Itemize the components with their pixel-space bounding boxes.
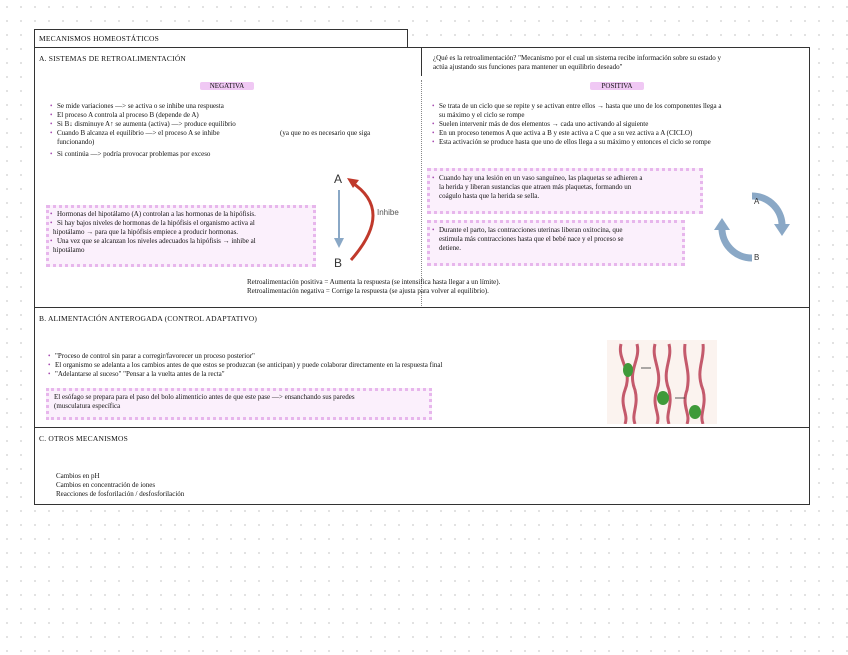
section-b-example-cont: (musculatura específica <box>54 402 121 410</box>
neg-diagram-b: B <box>334 256 343 270</box>
positive-bullet-1-cont: su máximo y el ciclo se rompe <box>439 111 525 119</box>
section-a-heading: A. SISTEMAS DE RETROALIMENTACIÓN <box>39 54 187 63</box>
pos-diagram-b: B <box>754 253 760 262</box>
negative-example-2: • Si hay bajos niveles de hormonas de la hipófisis el organismo activa al <box>50 219 256 228</box>
positive-example-2: • Durante el parto, las contracciones uterinas liberan oxitocina, que <box>432 226 622 235</box>
negative-bullet-4-cont2: funcionando) <box>57 138 95 146</box>
section-b-header <box>34 307 810 339</box>
section-a-divider <box>421 48 422 76</box>
page-title: MECANISMOS HOMEOSTÁTICOS <box>39 34 160 43</box>
section-c-item-1: Cambios en pH <box>56 472 100 480</box>
neg-diagram-a: A <box>334 172 343 186</box>
positive-example-2-cont2: detiene. <box>439 244 461 252</box>
negative-example-2-cont: hipotálamo → para que la hipófisis empiece a producir hormonas. <box>53 228 239 236</box>
positive-example-1-cont: la herida y liberan sustancias que atraen más plaquetas, formando un <box>439 183 632 191</box>
positive-label: POSITIVA <box>590 82 644 90</box>
negative-bullet-1: • Se mide variaciones —> se activa o se inhibe una respuesta <box>50 102 236 111</box>
section-b-bullets <box>48 352 442 379</box>
positive-feedback-diagram <box>712 188 794 264</box>
feedback-question-2: actúa ajustando sus funciones para mantener un equilibrio deseado" <box>433 63 623 71</box>
negative-bullet-4-cont: (ya que no es necesario que siga <box>280 129 371 137</box>
negative-bullet-5: • Si continúa —> podría provocar problemas por exceso <box>50 150 210 159</box>
esophagus-illustration <box>607 340 717 424</box>
section-a-center-line <box>421 80 422 306</box>
negative-example-3-cont: hipotálamo <box>53 246 85 254</box>
neg-diagram-inhibe: Inhibe <box>377 208 399 217</box>
positive-example-1-cont2: coágulo hasta que la herida se sella. <box>439 192 540 200</box>
section-b-example: El esófago se prepara para el paso del bolo alimenticio antes de que este pase —> ensanchando sus paredes <box>54 393 355 401</box>
positive-bullets-2 <box>432 120 711 147</box>
negative-bullet-3: • Si B↓ disminuye A↑ se aumenta (activa) —> produce equilibrio <box>50 120 236 129</box>
section-c-header <box>34 427 810 457</box>
negative-feedback-diagram <box>325 168 415 270</box>
summary-positive: Retroalimentación positiva = Aumenta la respuesta (se intensifica hasta llegar a un límite). <box>247 278 501 286</box>
positive-example-2-cont: estimula más contracciones hasta que el bebé nace y el proceso se <box>439 235 624 243</box>
negative-bullets <box>50 102 236 138</box>
negative-bullet-2: • El proceso A controla al proceso B (depende de A) <box>50 111 236 120</box>
section-b-bullet-1: • "Proceso de control sin parar a corregir/favorecer un proceso posterior" <box>48 352 442 361</box>
summary-negative: Retroalimentación negativa = Corrige la respuesta (se ajusta para volver al equilibrio). <box>247 287 489 295</box>
negative-examples <box>50 210 256 228</box>
negative-label: NEGATIVA <box>200 82 254 90</box>
section-c-item-2: Cambios en concentración de iones <box>56 481 156 489</box>
section-c-item-3: Reacciones de fosforilación / desfosforilación <box>56 490 185 498</box>
positive-bullet-3: • En un proceso tenemos A que activa a B y este activa a C que a su vez activa a A (CICLO) <box>432 129 711 138</box>
section-b-bullet-2: • El organismo se adelanta a los cambios antes de que estos se produzcan (se anticipan) y puede colaborar directamente en la respuesta final <box>48 361 442 370</box>
pos-diagram-a: A <box>754 197 760 206</box>
negative-example-1: • Hormonas del hipotálamo (A) controlan a las hormonas de la hipófisis. <box>50 210 256 219</box>
positive-example-1: • Cuando hay una lesión en un vaso sanguíneo, las plaquetas se adhieren a <box>432 174 643 183</box>
section-b-bullet-3: • "Adelantarse al suceso" "Pensar a la vuelta antes de la recta" <box>48 370 442 379</box>
section-c-heading: C. OTROS MECANISMOS <box>39 434 129 443</box>
positive-bullets <box>432 102 721 111</box>
positive-bullet-2: • Suelen intervenir más de dos elementos → cada uno activando al siguiente <box>432 120 711 129</box>
positive-bullet-4: • Esta activación se produce hasta que uno de ellos llega a su máximo y entonces el ciclo se rompe <box>432 138 711 147</box>
positive-bullet-1: • Se trata de un ciclo que se repite y se activan entre ellos → hasta que uno de los componentes llega a <box>432 102 721 111</box>
title-box <box>34 29 408 49</box>
negative-bullet-4: • Cuando B alcanza el equilibrio —> el proceso A se inhibe <box>50 129 236 138</box>
negative-example-3: • Una vez que se alcanzan los niveles adecuados la hipófisis → inhibe al <box>50 237 256 246</box>
feedback-question: ¿Qué es la retroalimentación? "Mecanismo por el cual un sistema recibe información sobre su estado y <box>433 54 722 62</box>
section-b-heading: B. ALIMENTACIÓN ANTEROGADA (CONTROL ADAPTATIVO) <box>39 314 258 323</box>
